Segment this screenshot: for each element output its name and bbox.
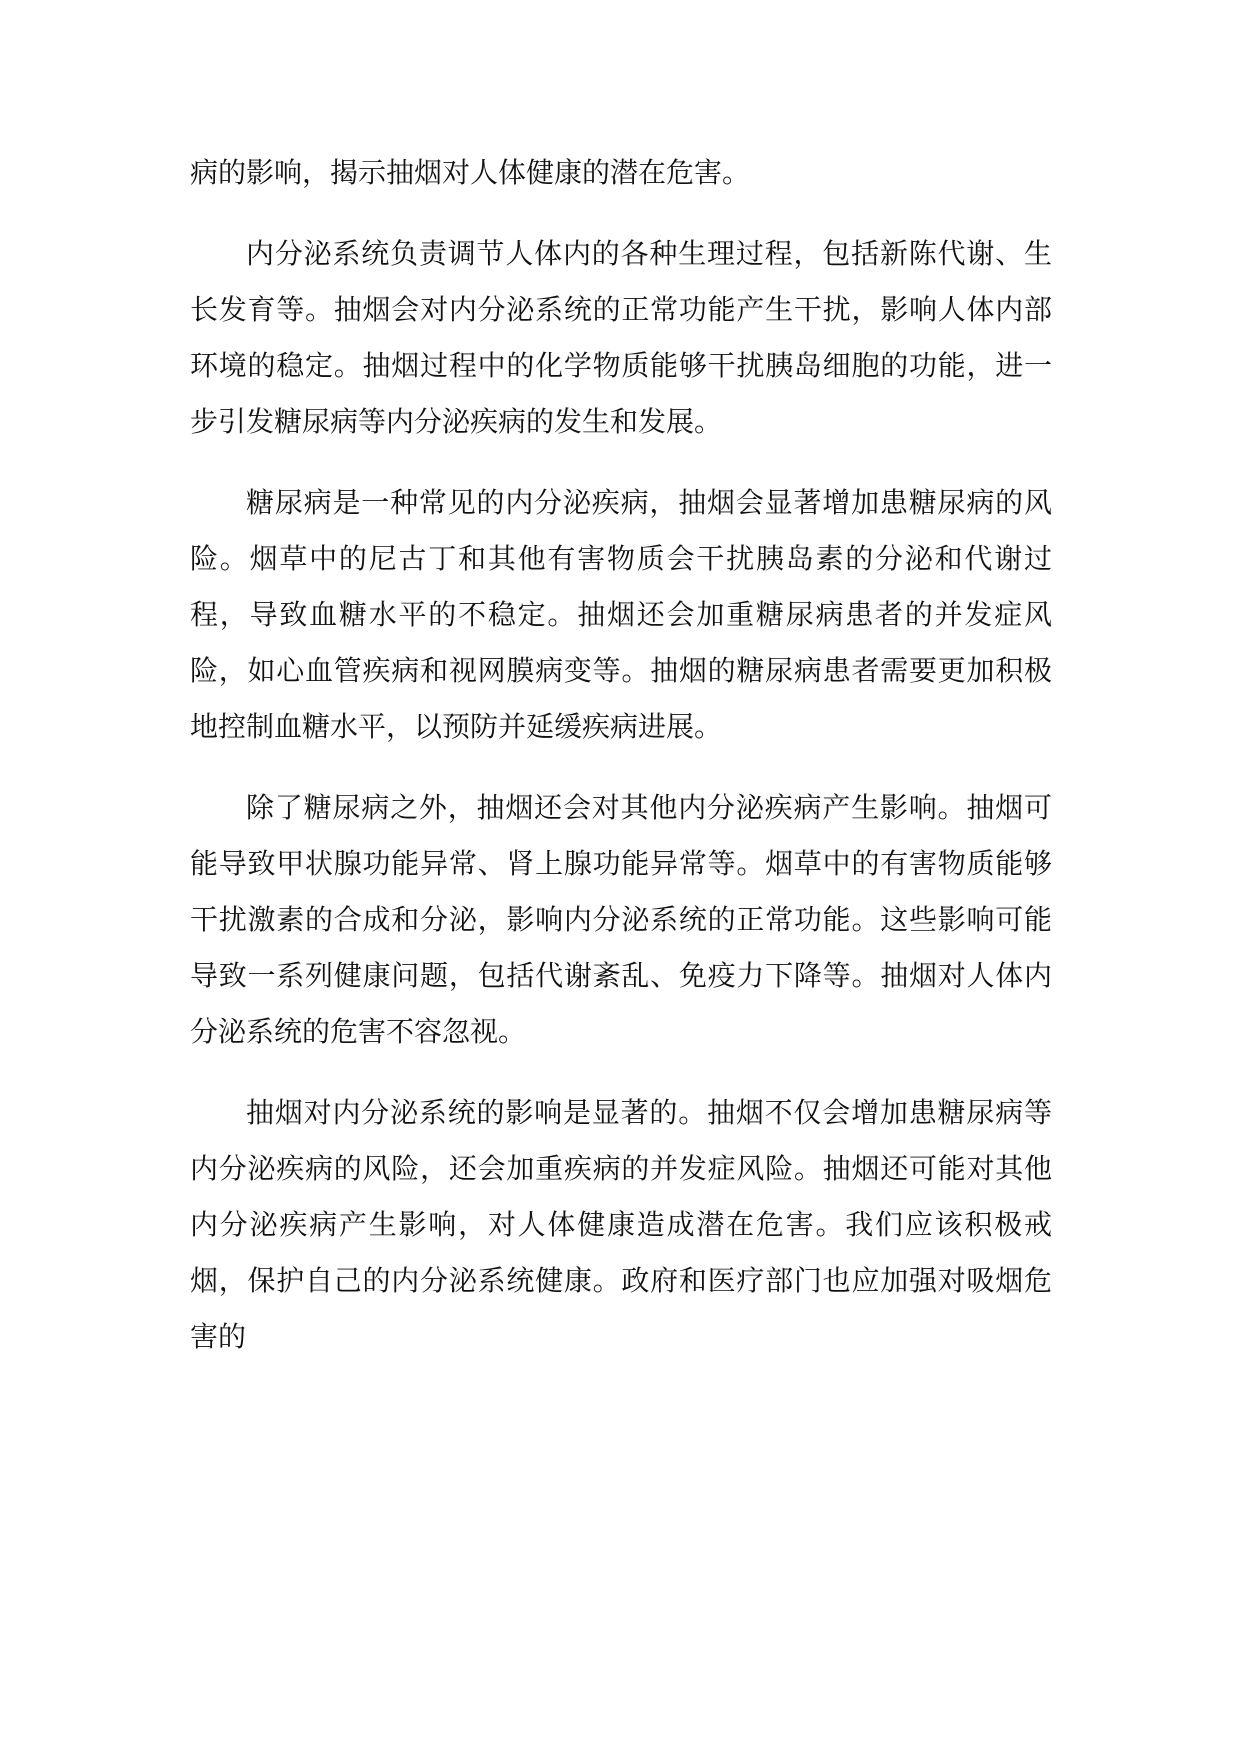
- paragraph-continued: 病的影响，揭示抽烟对人体健康的潜在危害。: [190, 156, 751, 189]
- paragraph-conclusion: 抽烟对内分泌系统的影响是显著的。抽烟不仅会增加患糖尿病等内分泌疾病的风险，还会加重疾病的并发症风险。抽烟还可能对其他内分泌疾病产生影响，对人体健康造成潜在危害。我们应该积极戒烟，保护自己的内分泌系统健康。政府和医疗部门也应加强对吸烟危害的: [190, 1096, 1052, 1353]
- paragraph-endocrine-system: 内分泌系统负责调节人体内的各种生理过程，包括新陈代谢、生长发育等。抽烟会对内分泌系统的正常功能产生干扰，影响人体内部环境的稳定。抽烟过程中的化学物质能够干扰胰岛细胞的功能，进一步引发糖尿病等内分泌疾病的发生和发展。: [190, 237, 1052, 438]
- paragraph-diabetes: 糖尿病是一种常见的内分泌疾病，抽烟会显著增加患糖尿病的风险。烟草中的尼古丁和其他有害物质会干扰胰岛素的分泌和代谢过程，导致血糖水平的不稳定。抽烟还会加重糖尿病患者的并发症风险，如心血管疾病和视网膜病变等。抽烟的糖尿病患者需要更加积极地控制血糖水平，以预防并延缓疾病进展。: [190, 486, 1052, 743]
- document-body: [190, 145, 1052, 1390]
- paragraph-other-diseases: 除了糖尿病之外，抽烟还会对其他内分泌疾病产生影响。抽烟可能导致甲状腺功能异常、肾上腺功能异常等。烟草中的有害物质能够干扰激素的合成和分泌，影响内分泌系统的正常功能。这些影响可能导致一系列健康问题，包括代谢紊乱、免疫力下降等。抽烟对人体内分泌系统的危害不容忽视。: [190, 791, 1052, 1048]
